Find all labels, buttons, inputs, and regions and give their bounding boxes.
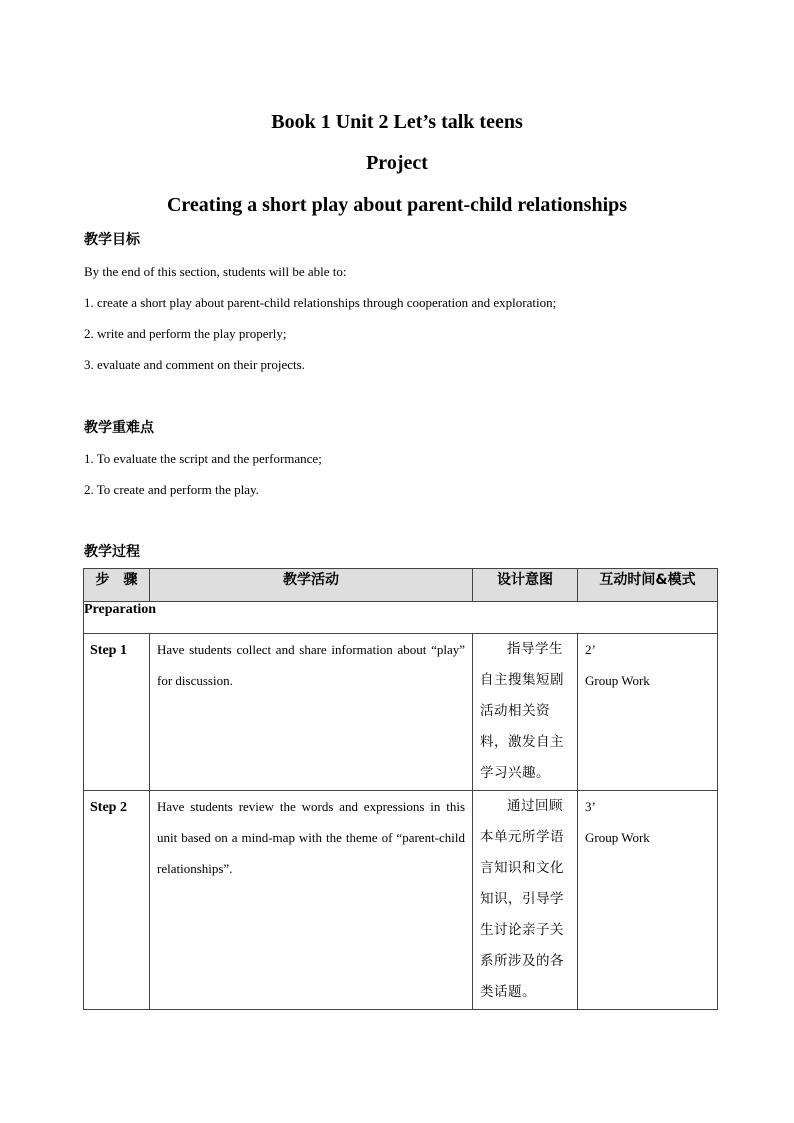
objective-item: 3. evaluate and comment on their projects. — [84, 357, 305, 372]
process-heading: 教学过程 — [84, 544, 140, 560]
objectives-heading: 教学目标 — [84, 232, 140, 248]
section-label: Preparation — [84, 602, 718, 634]
mode-value: Group Work — [585, 673, 650, 688]
document-subtitle: Project — [366, 152, 428, 174]
key-points-heading: 教学重难点 — [84, 420, 154, 436]
document-title: Book 1 Unit 2 Let’s talk teens — [271, 111, 523, 133]
table-row — [84, 791, 718, 1010]
header-activity: 教学活动 — [150, 569, 473, 602]
step-label: Step 1 — [84, 634, 150, 791]
step-label: Step 2 — [84, 791, 150, 1010]
time-mode-cell — [578, 791, 718, 1010]
section-row — [84, 602, 718, 634]
process-table — [83, 568, 718, 1010]
table-row — [84, 634, 718, 791]
header-step: 步 骤 — [84, 569, 150, 602]
time-value: 3’ — [585, 799, 596, 814]
time-mode-cell — [578, 634, 718, 791]
time-value: 2’ — [585, 642, 596, 657]
header-time-mode: 互动时间&模式 — [578, 569, 718, 602]
intent-cell: 指导学生自主搜集短剧活动相关资料，激发自主学习兴趣。 — [473, 634, 578, 791]
intent-cell: 通过回顾本单元所学语言知识和文化知识，引导学生讨论亲子关系所涉及的各类话题。 — [473, 791, 578, 1010]
table-header-row — [84, 569, 718, 602]
lesson-topic: Creating a short play about parent-child relationships — [166, 194, 628, 216]
objective-item: 2. write and perform the play properly; — [84, 326, 287, 341]
key-point-item: 1. To evaluate the script and the performance; — [84, 451, 322, 466]
key-point-item: 2. To create and perform the play. — [84, 482, 259, 497]
activity-cell: Have students collect and share information about “play” for discussion. — [150, 634, 473, 791]
mode-value: Group Work — [585, 830, 650, 845]
objectives-intro: By the end of this section, students will be able to: — [84, 264, 347, 279]
objective-item: 1. create a short play about parent-child relationships through cooperation and exploration; — [84, 295, 557, 310]
header-intent: 设计意图 — [473, 569, 578, 602]
activity-cell: Have students review the words and expressions in this unit based on a mind-map with the theme of “parent-child relationships”. — [150, 791, 473, 1010]
